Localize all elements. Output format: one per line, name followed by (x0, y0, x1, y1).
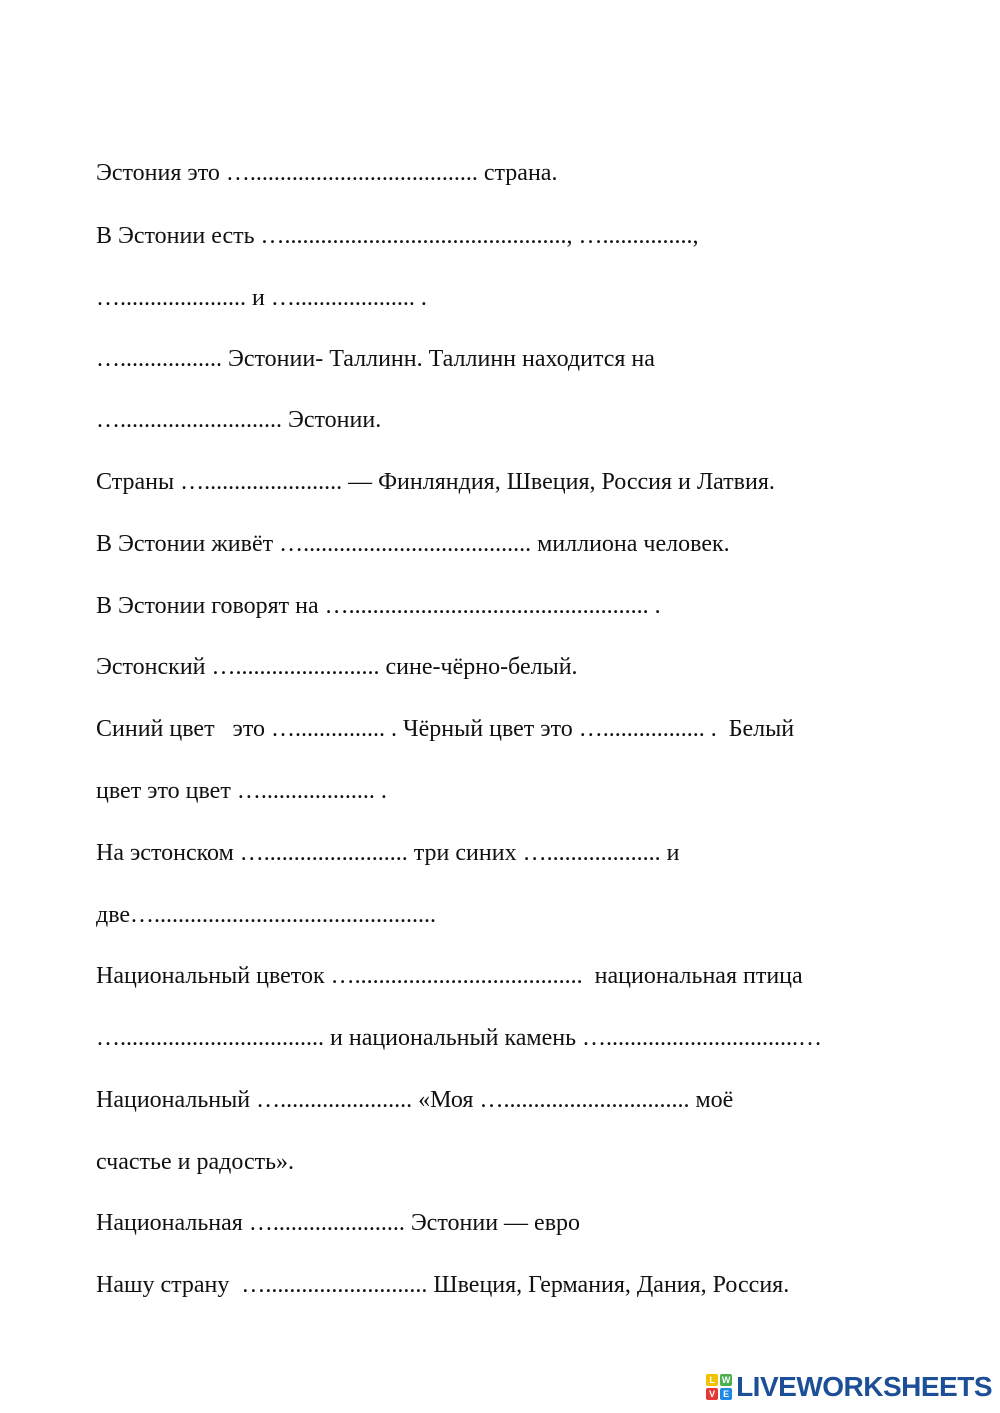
worksheet-line-16: Национальный …...................... «Моя …............................... моё (96, 1087, 734, 1113)
worksheet-line-11: цвет это цвет …................... . (96, 778, 387, 804)
worksheet-line-14: Национальный цветок …...................................... национальная птица (96, 963, 803, 989)
logo-tile-v: V (706, 1388, 718, 1400)
worksheet-line-8: В Эстонии говорят на ….................................................. . (96, 593, 661, 619)
liveworksheets-brand-text: LIVEWORKSHEETS (736, 1371, 992, 1402)
logo-tile-e: E (720, 1388, 732, 1400)
worksheet-line-7: В Эстонии живёт …...................................... миллиона человек. (96, 531, 730, 557)
worksheet-line-2: В Эстонии есть …..............................................., …..............., (96, 223, 705, 249)
worksheet-line-9: Эстонский …........................ сине-чёрно-белый. (96, 654, 578, 680)
worksheet-line-15: ….................................. и национальный камень …................................… (96, 1025, 823, 1051)
worksheet-line-4: …................. Эстонии- Таллинн. Таллинн находится на (96, 346, 655, 372)
liveworksheets-logo (706, 1369, 992, 1405)
worksheet-line-17: счастье и радость». (96, 1149, 295, 1175)
worksheet-line-5: …........................... Эстонии. (96, 407, 382, 433)
worksheet-line-10: Синий цвет это …............... . Чёрный цвет это …................. . Белый (96, 716, 795, 742)
liveworksheets-logo-icon (706, 1374, 732, 1400)
worksheet-line-1: Эстония это …...................................... страна. (96, 160, 558, 186)
worksheet-line-12: На эстонском …........................ три синих …................... и (96, 840, 680, 866)
worksheet-line-13: две…............................................... (96, 902, 437, 928)
worksheet-line-6: Страны …....................... — Финляндия, Швеция, Россия и Латвия. (96, 469, 775, 495)
worksheet-line-18: Национальная …...................... Эстонии — евро (96, 1210, 581, 1236)
worksheet-line-3: …..................... и ….................... . (96, 285, 427, 311)
worksheet-line-19: Нашу страну …........................... Швеция, Германия, Дания, Россия. (96, 1272, 790, 1298)
logo-tile-l: L (706, 1374, 718, 1386)
logo-tile-w: W (721, 1375, 731, 1385)
